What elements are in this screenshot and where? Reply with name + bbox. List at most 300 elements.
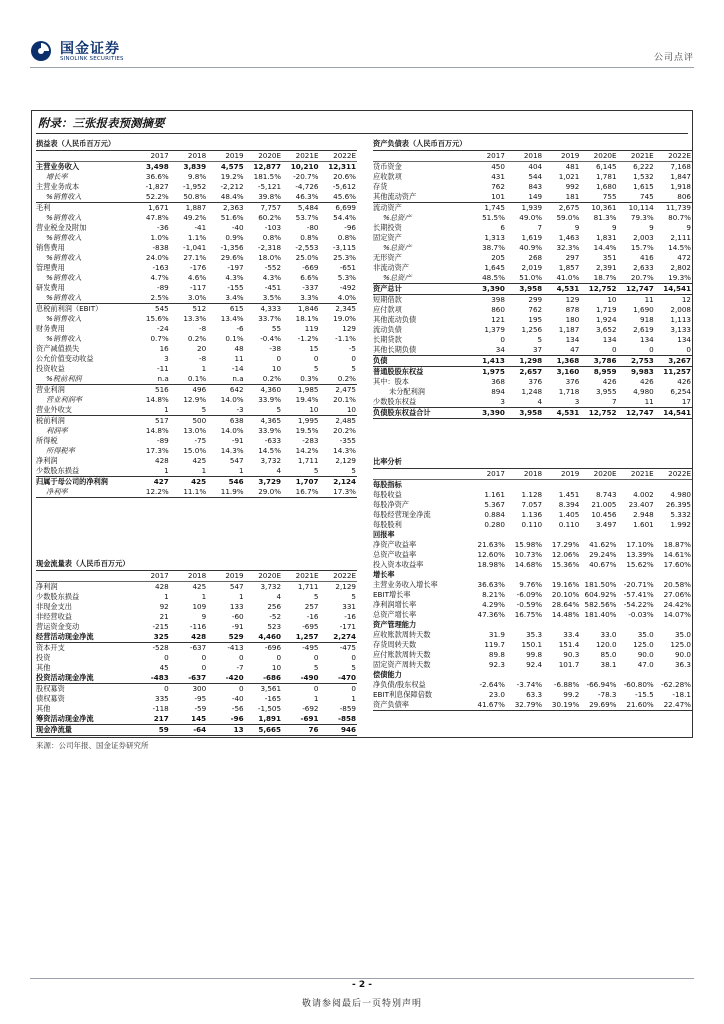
row-value: -36: [157, 223, 169, 232]
row-value: 38.7%: [482, 243, 505, 252]
row-value: 5: [245, 405, 282, 416]
row-value: 18.0%: [258, 253, 282, 262]
table-row: [373, 530, 692, 540]
row-value: [580, 620, 617, 630]
row-value: 90.0: [637, 650, 654, 659]
row-value: 946: [320, 725, 358, 736]
table-row: [36, 487, 357, 498]
row-value: 205: [491, 253, 505, 262]
row-value: -3: [207, 405, 244, 416]
row-value: 1.601: [633, 520, 654, 529]
table-row: [36, 253, 357, 263]
row-value: [618, 620, 655, 630]
row-value: [469, 570, 506, 580]
table-row: [373, 203, 692, 214]
row-value: 1,313: [484, 233, 505, 242]
year-header-row: [36, 151, 357, 162]
row-value: -96: [344, 223, 356, 232]
year-header: 2020E: [245, 571, 282, 582]
row-value: 481: [565, 162, 580, 171]
row-value: 38.1: [600, 660, 617, 669]
row-value: 10: [320, 405, 358, 416]
row-value: 17.3%: [320, 487, 358, 498]
row-value: 20.10%: [551, 590, 580, 599]
table-row: [36, 324, 357, 334]
row-value: 92.4: [526, 660, 543, 669]
row-value: [506, 480, 543, 491]
row-value: 4.980: [670, 490, 691, 499]
table-row: [373, 620, 692, 630]
row-value: 48: [234, 344, 244, 353]
row-value: 0: [580, 345, 617, 356]
table-row: [36, 725, 357, 736]
table-row: [36, 172, 357, 182]
row-value: 5,484: [297, 203, 319, 212]
row-value: 11.9%: [207, 487, 244, 498]
row-label: EBIT利息保障倍数: [373, 690, 433, 699]
row-value: 638: [229, 416, 244, 425]
row-value: 1.1%: [187, 233, 207, 242]
year-header: 2019: [543, 151, 580, 162]
row-value: 47: [543, 345, 580, 356]
year-header: 2017: [132, 571, 169, 582]
row-value: 2.948: [633, 510, 654, 519]
year-header: 2020E: [580, 151, 617, 162]
row-value: 12,752: [580, 408, 617, 419]
row-value: 425: [191, 477, 207, 486]
table-row: [36, 344, 357, 354]
row-value: 1,256: [521, 325, 543, 334]
row-value: 46.3%: [282, 192, 319, 203]
row-value: -528: [152, 643, 169, 652]
row-value: 145: [170, 714, 207, 725]
row-value: 2,008: [670, 305, 691, 314]
row-value: [469, 670, 506, 680]
header-divider: [30, 67, 694, 68]
row-value: 41.0%: [543, 273, 580, 284]
row-value: -413: [227, 643, 244, 652]
row-value: 546: [228, 477, 244, 486]
row-value: 1.161: [484, 490, 505, 499]
row-value: 40.67%: [589, 560, 617, 569]
row-label: 每股股利: [373, 520, 402, 529]
row-label: 其他长期负债: [373, 345, 469, 356]
row-value: 2,633: [633, 263, 654, 272]
row-value: -5: [348, 344, 356, 353]
row-value: [469, 530, 506, 540]
row-value: [543, 480, 580, 491]
year-header: 2019: [207, 151, 244, 162]
table-row: [36, 466, 357, 477]
row-value: 0: [239, 653, 244, 662]
row-value: -59: [194, 704, 207, 713]
row-value: 325: [132, 632, 169, 643]
row-value: 523: [267, 622, 282, 631]
row-value: 5: [351, 364, 356, 373]
row-value: 81.3%: [593, 213, 617, 222]
row-value: 8,959: [593, 367, 617, 376]
row-value: 14.8%: [145, 395, 169, 404]
row-value: [469, 480, 506, 491]
table-row: [373, 305, 692, 315]
row-value: 257: [304, 602, 319, 611]
row-label: %销售收入: [36, 293, 132, 304]
year-header: 2021E: [282, 151, 319, 162]
row-value: 11: [644, 295, 654, 304]
row-value: -91: [231, 622, 244, 631]
row-value: 48.5%: [469, 273, 506, 284]
appendix-title: 附录：三张报表预测摘要: [38, 116, 165, 130]
row-value: 992: [565, 182, 580, 191]
row-value: 10,114: [628, 203, 654, 212]
row-value: 23.0: [488, 690, 505, 699]
row-value: [655, 670, 692, 680]
row-value: 29.69%: [580, 700, 617, 711]
row-value: -171: [339, 622, 356, 631]
row-value: 2,657: [519, 367, 543, 376]
row-label: 净资产收益率: [373, 540, 417, 549]
table-row: [373, 510, 692, 520]
row-value: -89: [157, 436, 169, 445]
row-value: 1,918: [670, 182, 691, 191]
row-value: 51.0%: [506, 273, 543, 284]
row-value: 22.47%: [655, 700, 692, 711]
row-value: 109: [192, 602, 207, 611]
row-value: 1: [313, 694, 319, 703]
year-header: 2017: [469, 469, 506, 480]
row-value: 3,160: [556, 367, 580, 376]
row-label: 非流动资产: [373, 263, 409, 272]
row-value: 3,498: [146, 162, 169, 171]
year-header-blank: [36, 151, 132, 162]
row-value: 18.87%: [663, 540, 691, 549]
year-header: 2018: [170, 571, 207, 582]
row-value: 12.06%: [551, 550, 580, 559]
table-row: [373, 223, 692, 233]
table-row: [36, 395, 357, 405]
row-value: 3.5%: [245, 293, 282, 304]
row-value: -62.28%: [661, 680, 691, 689]
row-value: 0.2%: [320, 374, 358, 385]
row-value: -16: [344, 612, 356, 621]
row-value: 20: [197, 344, 207, 353]
row-value: 1: [239, 592, 244, 601]
row-label: %总资产: [383, 213, 412, 222]
row-label: 财务费用: [36, 324, 65, 333]
row-value: -176: [189, 263, 207, 272]
table-row: [373, 387, 692, 397]
row-label: 增长率: [373, 570, 395, 579]
row-value: 4,980: [633, 387, 654, 396]
table-row: [373, 500, 692, 510]
row-value: 92: [159, 602, 169, 611]
row-value: -552: [264, 263, 282, 272]
row-value: 1: [164, 592, 169, 601]
table-row: [373, 600, 692, 610]
row-value: 10: [607, 295, 617, 304]
row-value: 335: [155, 694, 169, 703]
row-value: -118: [152, 704, 169, 713]
row-value: 15.0%: [183, 446, 207, 455]
row-value: 85.0: [600, 650, 617, 659]
row-value: 47.36%: [477, 610, 505, 619]
row-value: -54.22%: [623, 600, 654, 609]
row-value: 11: [234, 354, 244, 363]
table-row: [36, 243, 357, 253]
row-value: 5: [313, 364, 319, 373]
row-value: 0: [618, 345, 655, 356]
row-label: 净利润增长率: [373, 600, 417, 609]
row-value: 101.7: [558, 660, 580, 669]
table-row: [373, 284, 692, 295]
row-value: 8.394: [558, 500, 580, 509]
row-value: 755: [580, 192, 617, 203]
row-value: 604.92%: [584, 590, 617, 599]
row-label: 其他流动资产: [373, 192, 469, 203]
row-value: 0.110: [558, 520, 580, 529]
row-value: 428: [170, 632, 207, 643]
table-row: [36, 602, 357, 612]
row-value: 516: [155, 385, 169, 394]
row-label: 其他: [36, 663, 51, 672]
row-value: 256: [267, 602, 282, 611]
row-value: [543, 670, 580, 680]
row-value: 5.367: [484, 500, 505, 509]
row-value: 14.8%: [145, 426, 169, 435]
row-value: 11: [618, 397, 655, 408]
table-row: [373, 253, 692, 263]
row-value: 5,665: [245, 725, 282, 736]
row-value: -20.7%: [293, 172, 319, 181]
row-label: 增长率: [46, 172, 68, 181]
row-value: 450: [491, 162, 505, 171]
row-label: 投入资本收益率: [373, 560, 424, 569]
row-value: 6,699: [335, 203, 356, 212]
row-value: 2,019: [521, 263, 543, 272]
row-label: 资本开支: [36, 643, 65, 652]
row-label: 其他: [36, 704, 51, 713]
table-row: [36, 364, 357, 374]
row-value: 1,718: [558, 387, 580, 396]
row-value: 14.48%: [551, 610, 580, 619]
row-value: -1,505: [257, 704, 282, 713]
row-value: 21.60%: [618, 700, 655, 711]
row-value: 4,333: [260, 304, 282, 313]
row-value: 0: [351, 653, 356, 662]
row-value: 9: [201, 612, 207, 621]
row-value: 13: [207, 725, 244, 736]
row-value: 1,995: [297, 416, 319, 425]
table-row: [373, 630, 692, 640]
row-value: 35.0: [674, 630, 691, 639]
row-value: 19.5%: [295, 426, 319, 435]
row-value: 1: [170, 466, 207, 477]
table-row: [373, 570, 692, 580]
row-value: 4,575: [220, 162, 244, 171]
year-header-blank: [373, 151, 469, 162]
report-type: 公司点评: [653, 53, 694, 63]
row-value: 376: [565, 377, 580, 386]
table-row: [36, 714, 357, 725]
row-value: -5,612: [332, 182, 356, 191]
row-value: 11,739: [665, 203, 691, 212]
row-label: 长期贷款: [373, 335, 402, 344]
row-label: 筹资活动现金净流: [36, 714, 132, 725]
row-value: 12.2%: [132, 487, 169, 498]
row-value: 10,361: [591, 203, 617, 212]
table-row: [373, 590, 692, 600]
row-value: 63.3: [526, 690, 543, 699]
row-value: 4,531: [543, 408, 580, 419]
row-value: -89: [157, 283, 169, 292]
row-value: 2.5%: [132, 293, 169, 304]
row-value: 14.0%: [220, 426, 244, 435]
row-value: 49.0%: [519, 213, 543, 222]
row-value: 3.497: [595, 520, 617, 529]
row-value: 92.3: [488, 660, 505, 669]
table-row: [373, 680, 692, 690]
row-value: 21: [159, 612, 169, 621]
row-value: 9: [686, 223, 691, 232]
year-header: 2021E: [618, 469, 655, 480]
row-value: [655, 620, 692, 630]
row-value: 4.3%: [225, 273, 244, 282]
row-value: -75: [194, 436, 207, 445]
row-value: 0.1%: [170, 374, 207, 385]
row-label: 营业外收支: [36, 405, 132, 416]
row-value: 1,939: [521, 203, 543, 212]
row-value: 10: [282, 405, 319, 416]
year-header: 2018: [506, 469, 543, 480]
table-row: [36, 446, 357, 456]
row-value: 30.19%: [543, 700, 580, 711]
year-header: 2017: [132, 151, 169, 162]
row-value: 15: [309, 344, 319, 353]
year-header: 2021E: [618, 151, 655, 162]
table-row: [373, 640, 692, 650]
row-value: [506, 530, 543, 540]
row-value: 25.0%: [295, 253, 319, 262]
table-row: [373, 540, 692, 550]
row-value: 14,541: [655, 284, 692, 295]
row-value: 1,711: [297, 456, 319, 465]
row-value: 1: [207, 466, 244, 477]
row-value: 3,652: [595, 325, 617, 334]
row-value: 21.63%: [477, 540, 505, 549]
row-value: 1.405: [558, 510, 580, 519]
row-value: 5: [537, 335, 543, 344]
table-row: [373, 650, 692, 660]
row-value: 2,274: [320, 632, 358, 643]
row-value: 35.3: [526, 630, 543, 639]
row-value: 15.98%: [514, 540, 543, 549]
year-header: 2022E: [320, 151, 358, 162]
row-label: 净利润: [36, 456, 58, 465]
row-value: 1,248: [521, 387, 543, 396]
table-row: [373, 192, 692, 203]
row-value: -14: [231, 364, 244, 373]
row-value: 47.8%: [145, 213, 169, 222]
row-value: 1: [132, 405, 169, 416]
row-value: -96: [207, 714, 244, 725]
table-row: [373, 233, 692, 243]
row-label: %销售收入: [46, 314, 82, 323]
row-label: 债权募资: [36, 694, 65, 703]
row-value: 1: [351, 694, 356, 703]
row-label: 净利率: [36, 487, 132, 498]
row-label: 固定资产: [373, 233, 402, 242]
row-value: 27.1%: [183, 253, 207, 262]
row-value: 80.7%: [668, 213, 691, 222]
row-value: -669: [302, 263, 319, 272]
row-label: 利润率: [46, 426, 68, 435]
row-value: -165: [264, 694, 282, 703]
row-value: -8: [199, 354, 207, 363]
cash-flow-title: 现金流量表（人民币百万元）: [36, 558, 357, 571]
table-row: [36, 694, 357, 704]
row-value: 544: [528, 172, 543, 181]
row-value: 10: [271, 663, 282, 672]
table-row: [373, 263, 692, 273]
table-row: [36, 592, 357, 602]
row-label: 所得税: [36, 436, 58, 445]
row-value: 5: [313, 592, 319, 601]
row-value: -197: [227, 263, 244, 272]
row-value: 2,475: [335, 385, 356, 394]
income-statement-panel: [36, 138, 357, 498]
row-value: 1,021: [558, 172, 580, 181]
row-label: 负债股东权益合计: [373, 408, 469, 419]
table-row: [373, 660, 692, 670]
row-value: 14,541: [655, 408, 692, 419]
table-row: [36, 653, 357, 663]
row-value: 14.07%: [663, 610, 691, 619]
row-value: 1,379: [484, 325, 505, 334]
row-value: [655, 480, 692, 491]
row-value: -15.5: [635, 690, 654, 699]
row-label: 营业税金及附加: [36, 223, 87, 232]
row-value: 14.5%: [258, 446, 282, 455]
table-row: [373, 580, 692, 590]
year-header: 2019: [207, 571, 244, 582]
row-value: 12,877: [253, 162, 282, 171]
title-divider: [36, 133, 688, 134]
row-value: 3,958: [506, 284, 543, 295]
row-value: 18.98%: [477, 560, 505, 569]
row-label: %销售收入: [46, 233, 82, 242]
row-label: 应收款项: [373, 172, 402, 181]
table-row: [36, 643, 357, 654]
row-label: %销售收入: [46, 334, 82, 343]
row-value: 1,745: [484, 203, 505, 212]
row-label: 少数股东损益: [36, 466, 132, 477]
row-value: 39.8%: [245, 192, 282, 203]
table-row: [373, 670, 692, 680]
row-value: 11,257: [663, 367, 691, 376]
table-row: [373, 377, 692, 387]
row-value: -6.88%: [553, 680, 580, 689]
row-value: 33.0: [600, 630, 617, 639]
row-value: 0: [313, 354, 319, 363]
table-row: [36, 192, 357, 203]
row-value: 7,757: [260, 203, 282, 212]
row-value: 0.8%: [337, 233, 356, 242]
row-value: 217: [132, 714, 169, 725]
table-row: [36, 405, 357, 416]
row-value: 0.8%: [300, 233, 319, 242]
row-value: 12,747: [618, 284, 655, 295]
row-label: 负债: [373, 356, 469, 367]
